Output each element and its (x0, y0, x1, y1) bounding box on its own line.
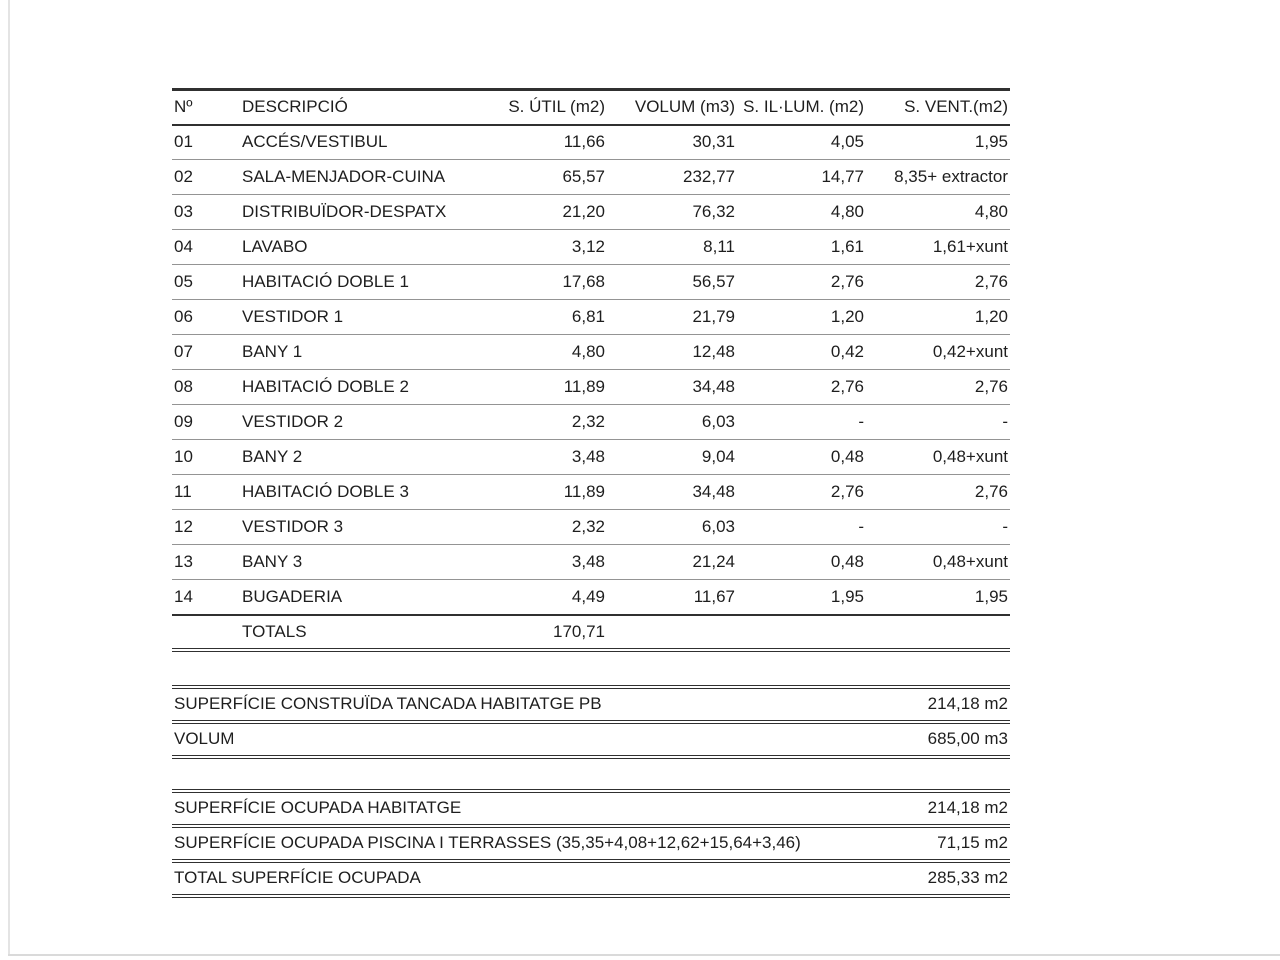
cell-vent: 1,95 (974, 132, 1008, 152)
cell-illum: 2,76 (830, 272, 864, 291)
table-row (172, 335, 1010, 370)
totals-empty-volum (607, 615, 737, 650)
cell-desc: ACCÉS/VESTIBUL (242, 132, 388, 152)
cell-vent: 0,48+xunt (932, 447, 1008, 466)
column-header-volum: VOLUM (m3) (634, 97, 735, 117)
table-row (172, 230, 1010, 265)
table-row (172, 405, 1010, 440)
rooms-table (172, 88, 1010, 652)
cell-util: 11,89 (563, 377, 605, 396)
cell-volum: 56,57 (692, 272, 735, 291)
table-row (172, 125, 1010, 160)
cell-num: 07 (174, 342, 193, 361)
summary-label: SUPERFÍCIE CONSTRUÏDA TANCADA HABITATGE PB (174, 694, 602, 713)
cell-illum: 0,42 (830, 342, 864, 361)
table-footer (172, 615, 1010, 650)
summary-row (172, 689, 1010, 724)
cell-num: 05 (174, 272, 193, 291)
summary-row (172, 793, 1010, 828)
summary-label: VOLUM (174, 729, 235, 748)
cell-util: 4,49 (571, 586, 605, 606)
cell-volum: 6,03 (701, 517, 735, 536)
column-header-illum: S. IL·LUM. (m2) (743, 97, 864, 117)
cell-util: 21,20 (562, 202, 605, 221)
column-header-desc: DESCRIPCIÓ (242, 97, 348, 117)
summary-value: 685,00 m3 (927, 729, 1008, 748)
cell-volum: 76,32 (692, 202, 735, 221)
cell-num: 13 (174, 552, 193, 571)
cell-num: 09 (174, 412, 193, 431)
cell-num: 11 (174, 482, 192, 501)
cell-num: 08 (174, 377, 193, 396)
cell-num: 02 (174, 167, 193, 186)
header-row (172, 90, 1010, 125)
totals-row (172, 615, 1010, 650)
cell-desc: HABITACIÓ DOBLE 1 (242, 272, 409, 291)
cell-num: 03 (174, 202, 193, 221)
cell-volum: 34,48 (692, 482, 735, 501)
table-row (172, 440, 1010, 475)
cell-volum: 30,31 (692, 132, 735, 152)
cell-desc: VESTIDOR 3 (242, 517, 344, 536)
table-row (172, 265, 1010, 300)
cell-vent: 1,95 (974, 586, 1008, 606)
cell-desc: BUGADERIA (242, 586, 343, 606)
page-edge-left (8, 0, 10, 956)
cell-illum: 4,80 (830, 202, 864, 221)
cell-vent: 1,61+xunt (932, 237, 1008, 256)
table-body (172, 125, 1010, 615)
totals-util-value: 170,71 (553, 621, 605, 641)
cell-util: 11,66 (563, 132, 605, 152)
cell-vent: 2,76 (974, 377, 1008, 396)
table-header (172, 90, 1010, 125)
summary-value: 285,33 m2 (927, 868, 1008, 887)
table-row (172, 195, 1010, 230)
totals-num-cell (172, 615, 240, 650)
cell-volum: 8,11 (703, 237, 735, 256)
cell-volum: 12,48 (692, 342, 735, 361)
cell-desc: HABITACIÓ DOBLE 3 (242, 482, 409, 501)
cell-util: 4,80 (571, 342, 605, 361)
summary-row (172, 828, 1010, 863)
cell-vent: 0,42+xunt (932, 342, 1008, 361)
table-row (172, 300, 1010, 335)
cell-desc: LAVABO (242, 237, 308, 256)
cell-illum: 1,61 (830, 237, 864, 256)
cell-illum: 0,48 (830, 552, 864, 571)
cell-illum: 1,20 (830, 307, 864, 326)
cell-illum: - (858, 412, 864, 431)
cell-desc: DISTRIBUÏDOR-DESPATX (242, 202, 447, 221)
table-row (172, 580, 1010, 615)
summary-built-area-volume (172, 685, 1010, 759)
cell-desc: SALA-MENJADOR-CUINA (242, 167, 446, 186)
table-row (172, 510, 1010, 545)
cell-num: 04 (174, 237, 193, 256)
cell-volum: 21,24 (692, 552, 735, 571)
cell-vent: 1,20 (974, 307, 1008, 326)
cell-illum: 0,48 (830, 447, 864, 466)
cell-desc: BANY 3 (242, 552, 303, 571)
summary-label: SUPERFÍCIE OCUPADA HABITATGE (174, 798, 462, 817)
cell-desc: BANY 2 (242, 447, 303, 466)
cell-desc: HABITACIÓ DOBLE 2 (242, 377, 409, 396)
totals-empty-illum (737, 615, 866, 650)
summary-occupied-area (172, 789, 1010, 898)
table-row (172, 370, 1010, 405)
cell-num: 01 (174, 132, 193, 152)
cell-volum: 6,03 (701, 412, 735, 431)
cell-volum: 21,79 (692, 307, 735, 326)
summary-value: 214,18 m2 (927, 798, 1008, 817)
cell-volum: 11,67 (693, 586, 735, 606)
table-row (172, 475, 1010, 510)
cell-desc: VESTIDOR 2 (242, 412, 344, 431)
table-row (172, 545, 1010, 580)
cell-vent: 0,48+xunt (932, 552, 1008, 571)
table-row (172, 160, 1010, 195)
cell-volum: 9,04 (701, 447, 735, 466)
summary-label: TOTAL SUPERFÍCIE OCUPADA (174, 868, 421, 887)
cell-util: 17,68 (562, 272, 605, 291)
cell-util: 65,57 (562, 167, 605, 186)
cell-util: 3,12 (571, 237, 605, 256)
cell-util: 3,48 (571, 552, 605, 571)
totals-label: TOTALS (242, 621, 307, 641)
cell-num: 06 (174, 307, 193, 326)
cell-vent: 8,35+ extractor (894, 167, 1008, 186)
summary-row (172, 724, 1010, 759)
cell-illum: 2,76 (830, 377, 864, 396)
cell-util: 2,32 (571, 412, 605, 431)
cell-volum: 232,77 (683, 167, 735, 186)
column-header-num: Nº (174, 97, 193, 117)
summary-row (172, 863, 1010, 898)
cell-num: 10 (174, 447, 193, 466)
cell-volum: 34,48 (692, 377, 735, 396)
cell-illum: 2,76 (830, 482, 864, 501)
summary-label: SUPERFÍCIE OCUPADA PISCINA I TERRASSES (35,35+4,08+12,62+15,64+3,46) (174, 833, 801, 852)
summary-value: 71,15 m2 (937, 833, 1008, 852)
cell-vent: - (1002, 517, 1008, 536)
cell-vent: 2,76 (974, 482, 1008, 501)
cell-num: 12 (174, 517, 193, 536)
cell-illum: - (858, 517, 864, 536)
page-edge-bottom (8, 954, 1280, 956)
cell-illum: 14,77 (821, 167, 864, 186)
totals-empty-vent (866, 615, 1010, 650)
cell-util: 2,32 (571, 517, 605, 536)
cell-util: 6,81 (571, 307, 605, 326)
cell-util: 11,89 (563, 482, 605, 501)
surface-schedule (172, 88, 1010, 898)
cell-vent: 4,80 (974, 202, 1008, 221)
cell-num: 14 (174, 586, 193, 606)
column-header-util: S. ÚTIL (m2) (508, 97, 605, 117)
cell-desc: VESTIDOR 1 (242, 307, 344, 326)
cell-vent: - (1002, 412, 1008, 431)
summary-value: 214,18 m2 (927, 694, 1008, 713)
cell-illum: 1,95 (830, 586, 864, 606)
cell-desc: BANY 1 (242, 342, 303, 361)
cell-vent: 2,76 (974, 272, 1008, 291)
column-header-vent: S. VENT.(m2) (904, 97, 1008, 117)
cell-illum: 4,05 (830, 132, 864, 152)
cell-util: 3,48 (571, 447, 605, 466)
